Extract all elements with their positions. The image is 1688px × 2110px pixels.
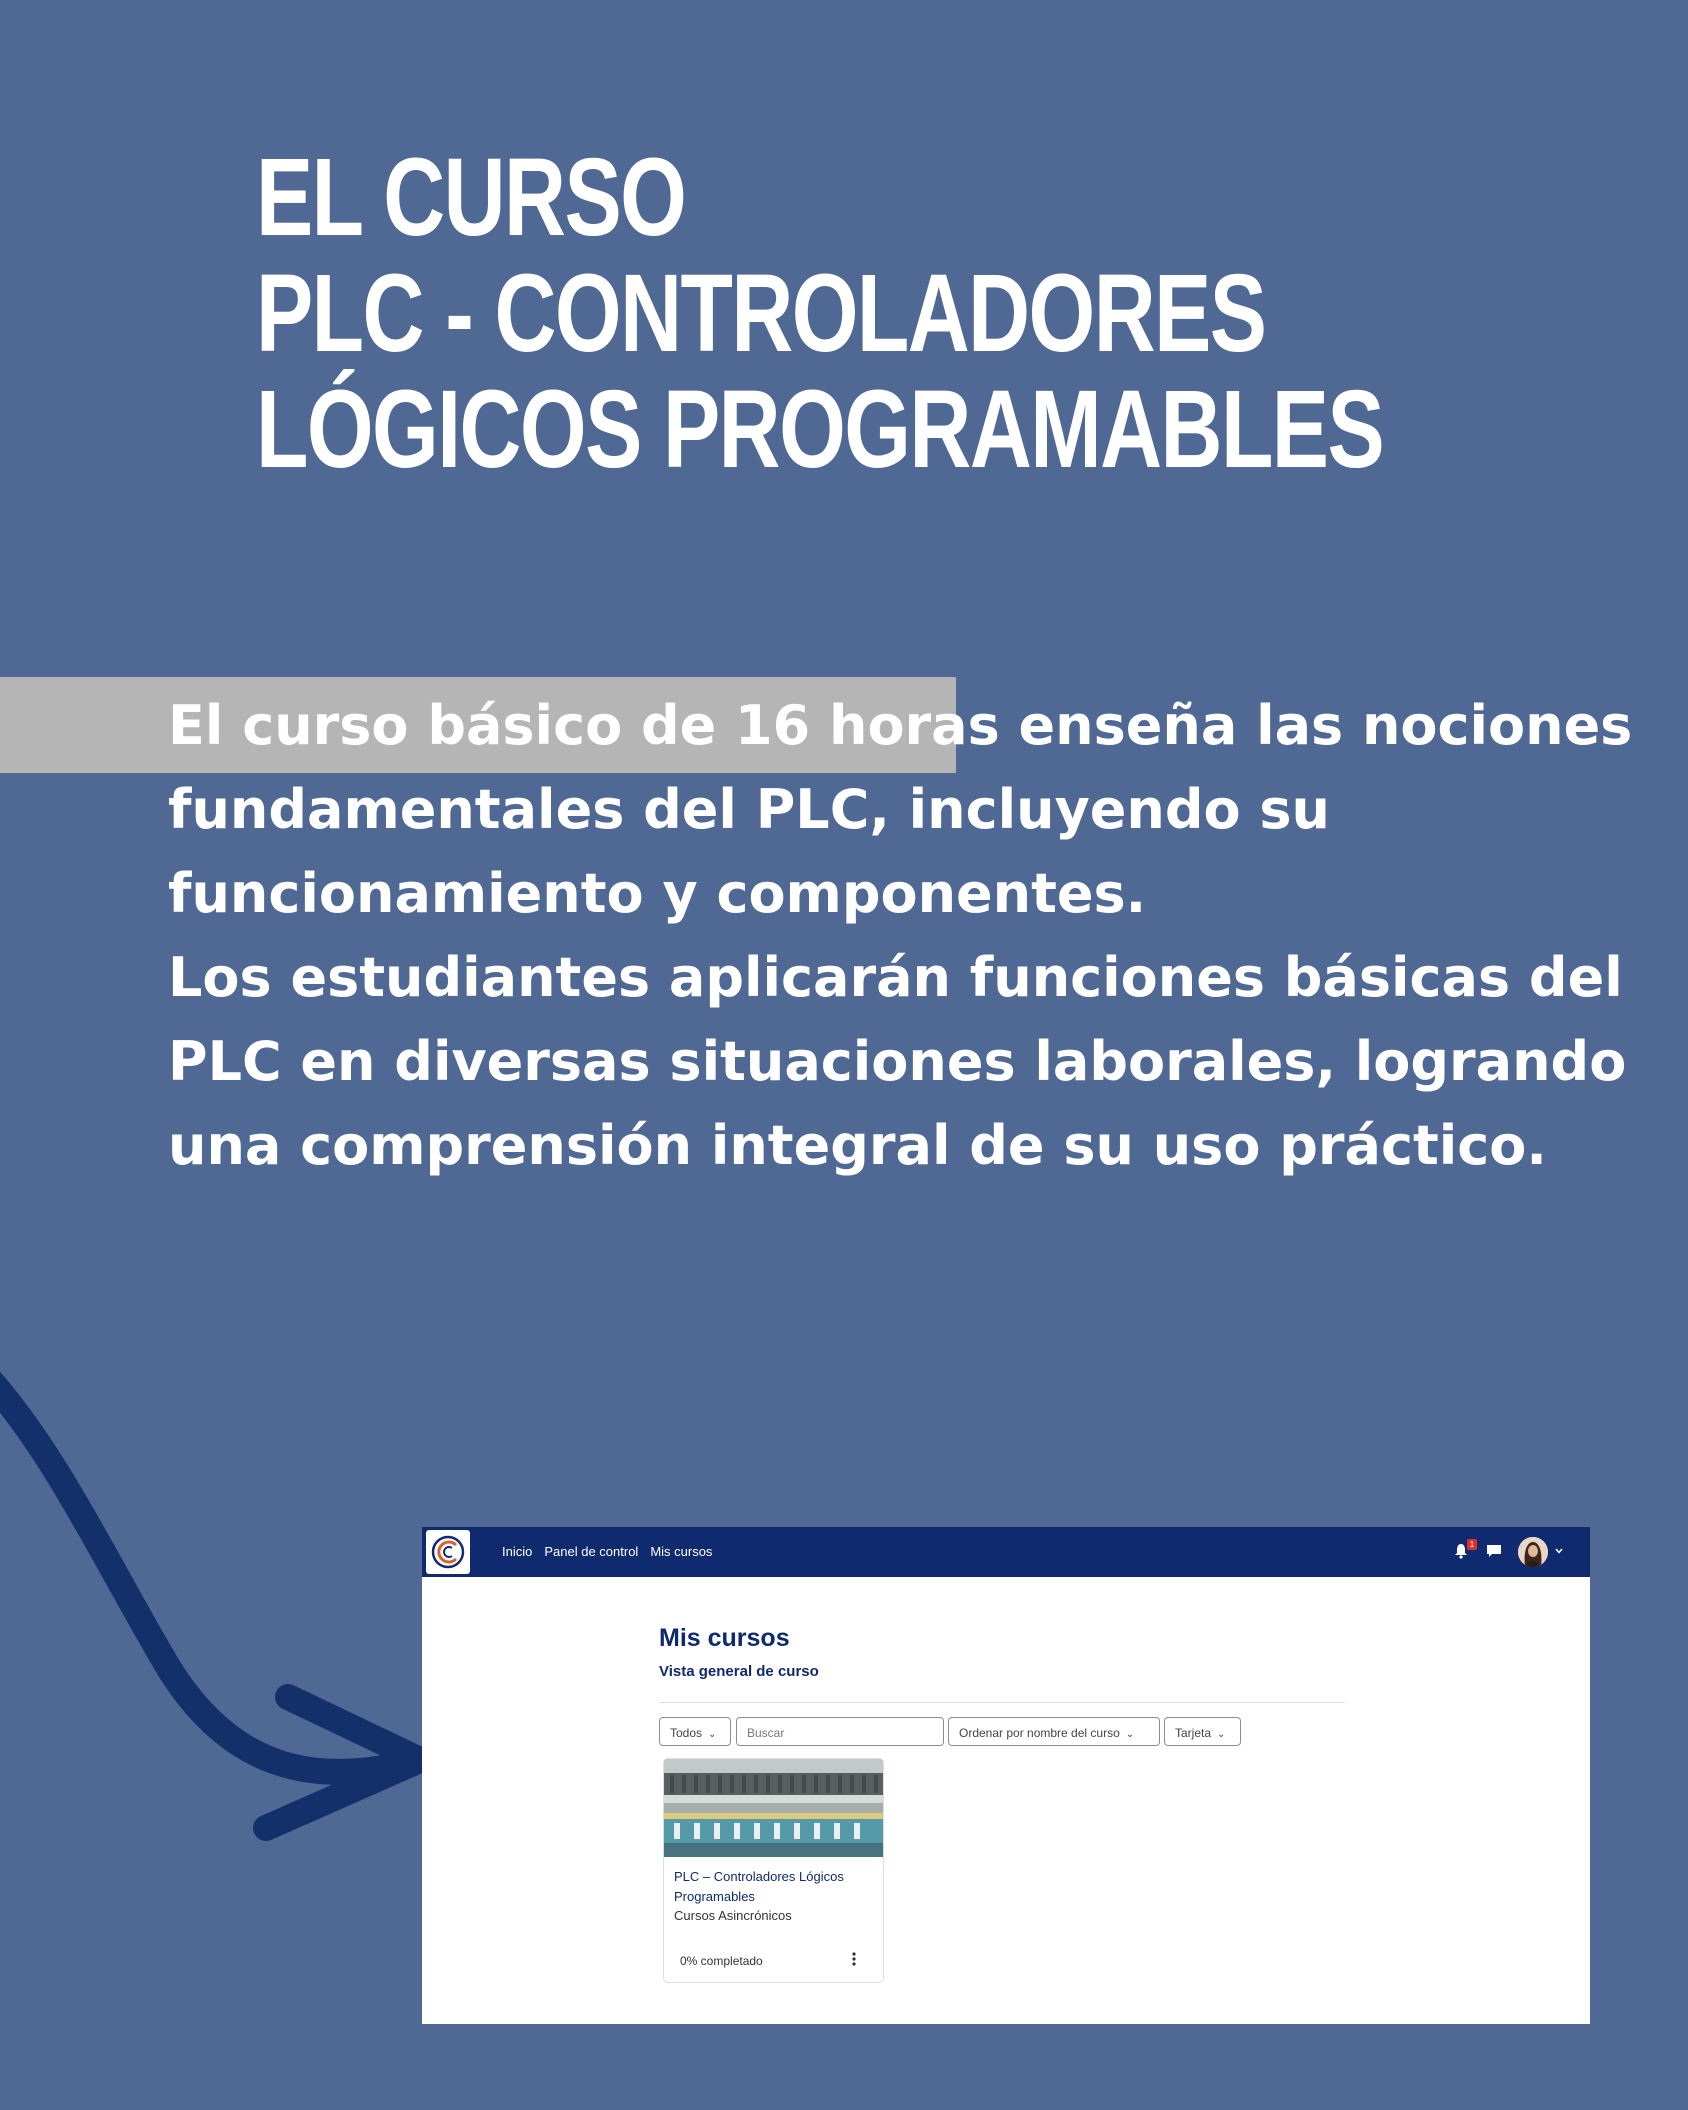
headline-line-3: LÓGICOS PROGRAMABLES: [256, 368, 1384, 491]
nav-item-panel-de-control[interactable]: Panel de control: [544, 1544, 639, 1559]
nav-links: [502, 1544, 712, 1559]
chevron-down-icon: ⌄: [1217, 1729, 1226, 1740]
course-image[interactable]: [664, 1759, 884, 1857]
nav-item-inicio[interactable]: Inicio: [502, 1544, 533, 1559]
sort-label: Ordenar por nombre del curso: [959, 1726, 1120, 1740]
status-filter-label: Todos: [670, 1726, 703, 1740]
description-line: El curso básico de 16 horas enseña las nociones: [168, 694, 1633, 757]
top-navbar: [422, 1527, 1590, 1577]
curved-arrow-icon: [0, 1370, 460, 1860]
page-title: Mis cursos: [659, 1624, 790, 1652]
status-filter-dropdown[interactable]: [659, 1717, 731, 1746]
logo-icon[interactable]: [426, 1530, 470, 1574]
view-label: Tarjeta: [1175, 1726, 1212, 1740]
headline-line-1: EL CURSO: [256, 136, 686, 259]
search-input[interactable]: [736, 1717, 944, 1746]
course-card[interactable]: [663, 1758, 884, 1983]
sort-dropdown[interactable]: [948, 1717, 1160, 1746]
view-dropdown[interactable]: [1164, 1717, 1241, 1746]
description-line: fundamentales del PLC, incluyendo su: [168, 778, 1330, 841]
nav-item-mis-cursos[interactable]: Mis cursos: [650, 1544, 713, 1559]
notification-badge: 1: [1467, 1539, 1477, 1550]
course-dashboard-screenshot: [422, 1527, 1590, 2024]
bell-icon[interactable]: [1454, 1543, 1468, 1559]
headline-line-2: PLC - CONTROLADORES: [256, 252, 1266, 375]
section-subtitle: Vista general de curso: [659, 1663, 819, 1680]
chevron-down-icon: ⌄: [1125, 1729, 1135, 1740]
headline: [256, 136, 1384, 491]
course-name-line: Programables: [674, 1889, 755, 1904]
course-progress: 0% completado: [680, 1954, 763, 1968]
description: [168, 684, 1633, 1188]
chevron-down-icon[interactable]: [1554, 1546, 1564, 1556]
description-line: una comprensión integral de su uso práctico.: [168, 1114, 1547, 1177]
chevron-down-icon: ⌄: [708, 1729, 717, 1740]
divider: [659, 1702, 1345, 1703]
description-line: funcionamiento y componentes.: [168, 862, 1147, 925]
description-line: PLC en diversas situaciones laborales, logrando: [168, 1030, 1627, 1093]
description-line: Los estudiantes aplicarán funciones básicas del: [168, 946, 1623, 1009]
course-name-line: PLC – Controladores Lógicos: [674, 1869, 844, 1884]
search-placeholder: Buscar: [747, 1726, 785, 1740]
avatar[interactable]: [1518, 1537, 1548, 1567]
chat-icon[interactable]: [1486, 1544, 1502, 1559]
more-options-icon[interactable]: [848, 1949, 860, 1969]
course-category: Cursos Asincrónicos: [674, 1908, 792, 1923]
course-name[interactable]: [674, 1867, 864, 1907]
